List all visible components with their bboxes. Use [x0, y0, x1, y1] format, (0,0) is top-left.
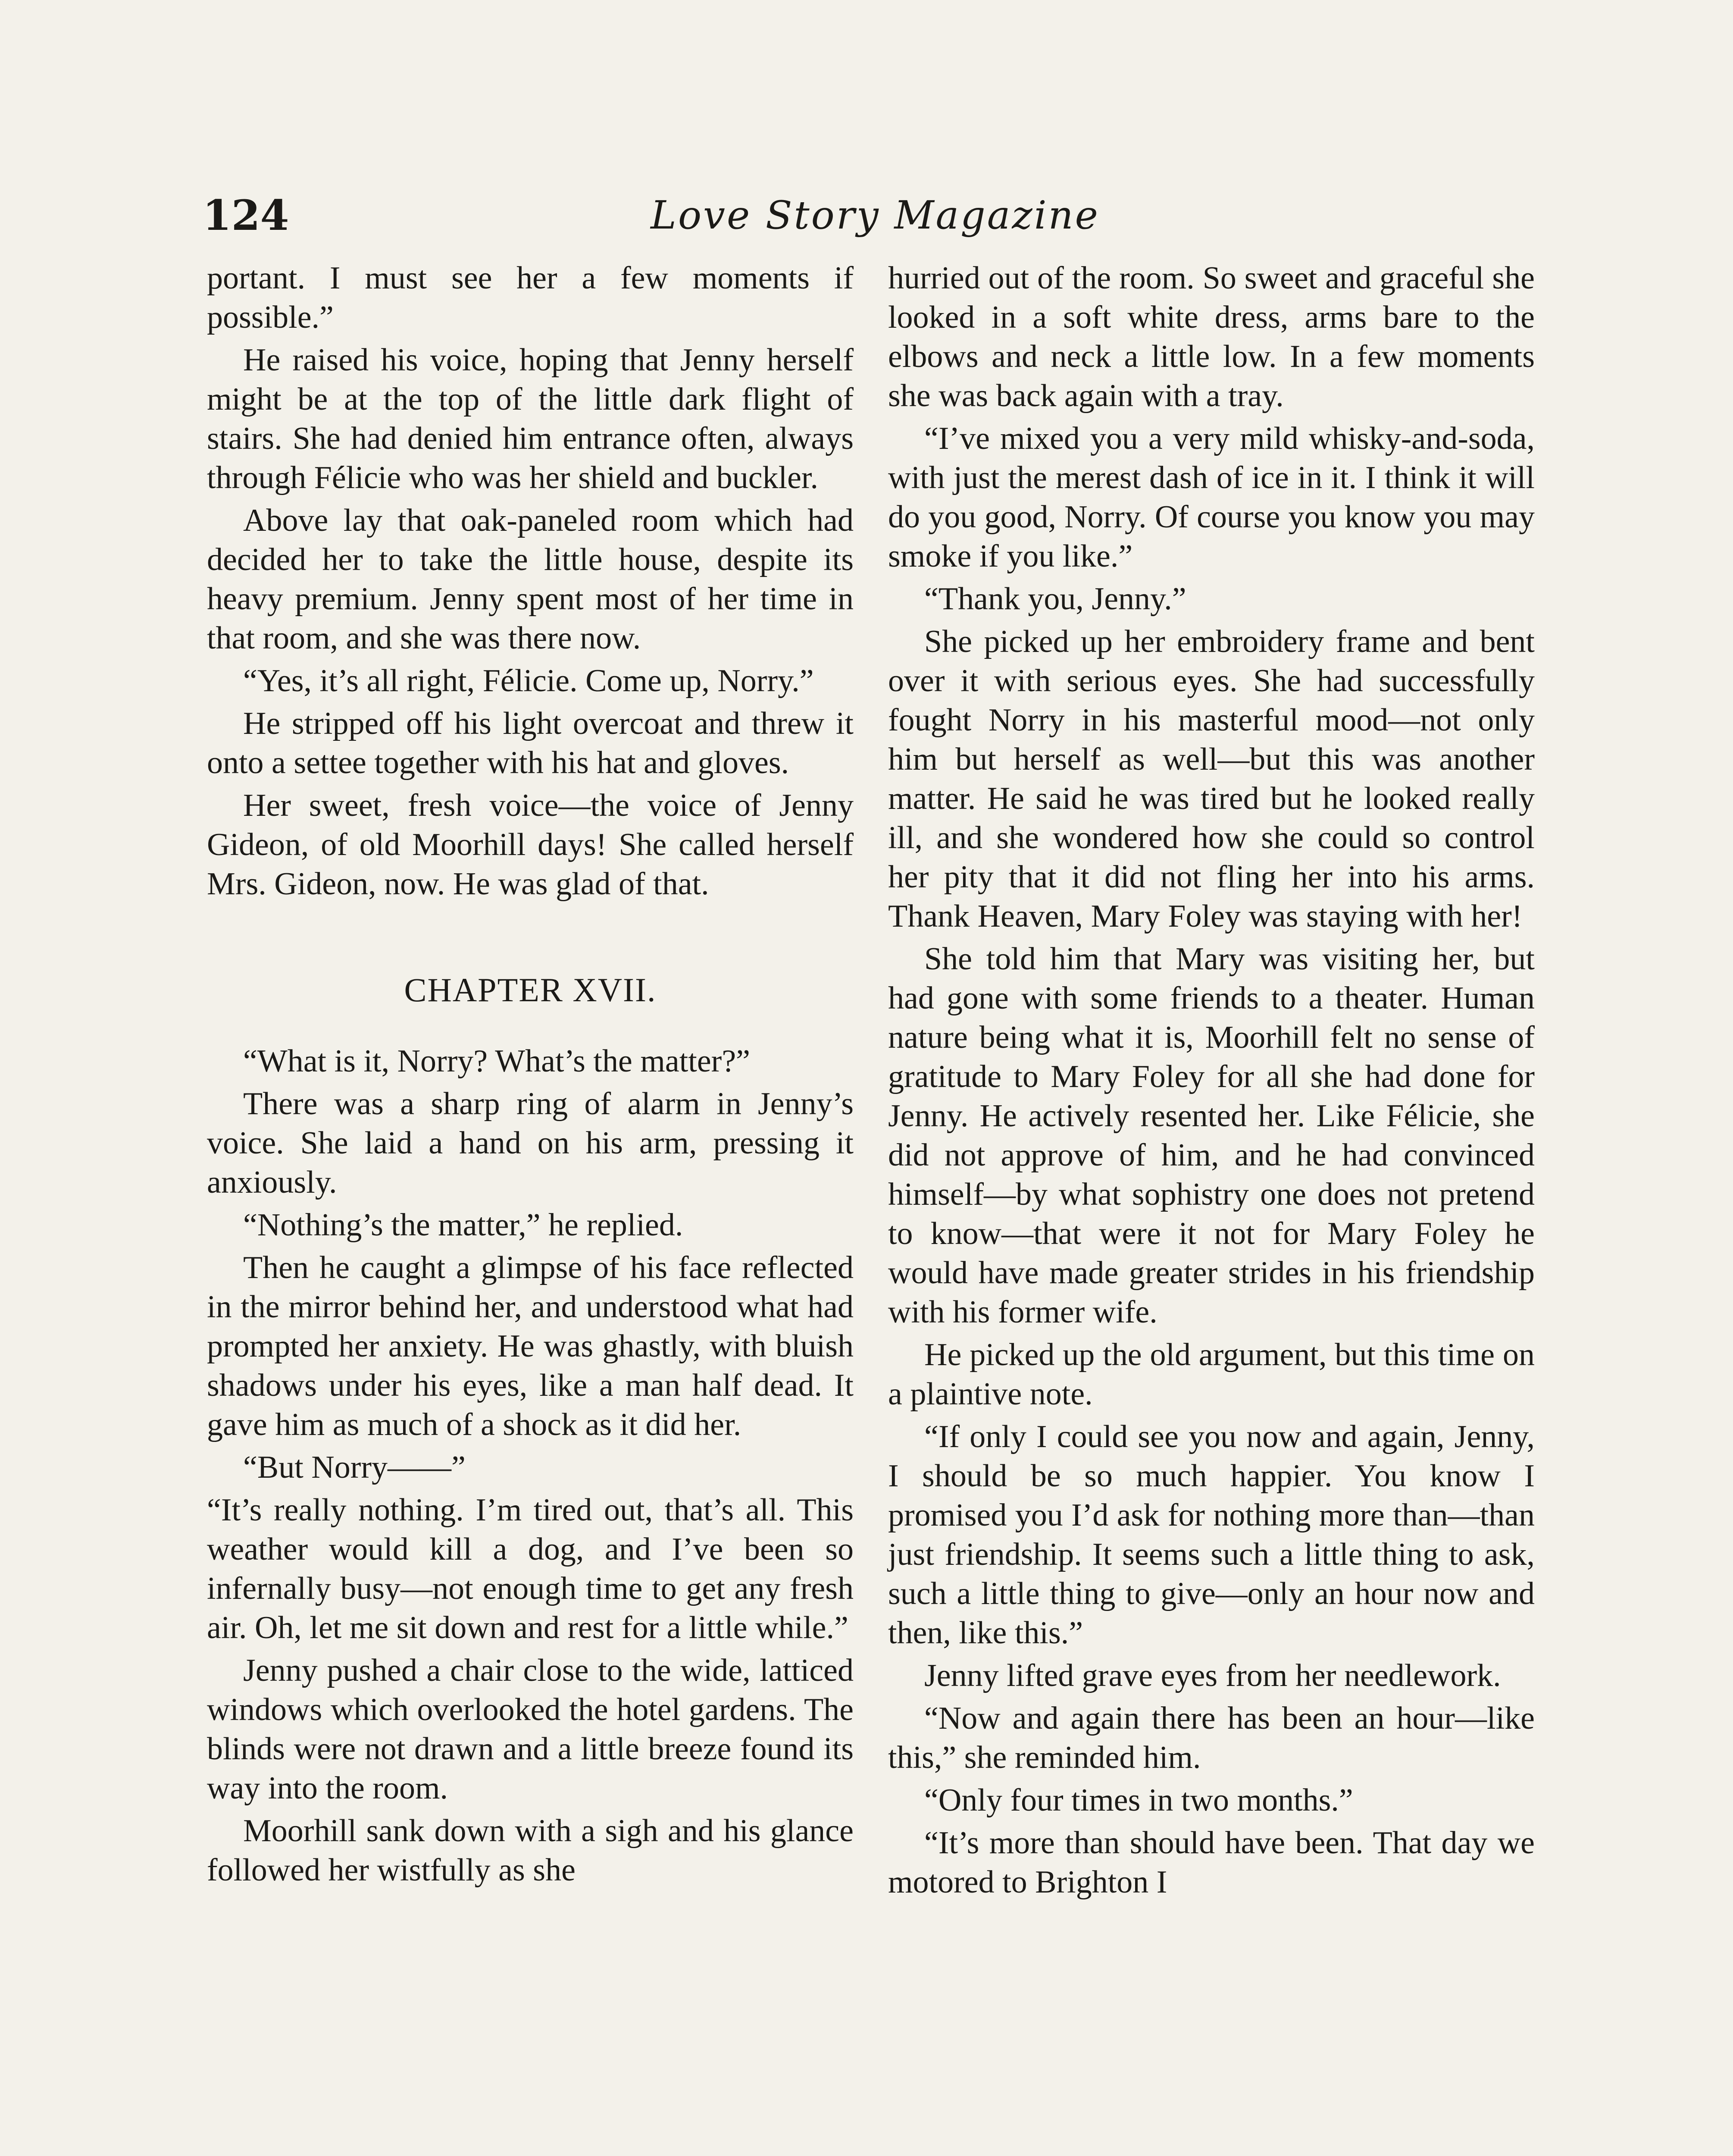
paragraph: There was a sharp ring of alarm in Jenny’s voice. She laid a hand on his arm, pressing it anxiously. [207, 1086, 854, 1200]
paragraph: “It’s really nothing. I’m tired out, that’s all. This weather would kill a dog, and I’ve been so infernally busy—not enough time to get any fresh air. Oh, let me sit down and rest for a little while.” [207, 1492, 854, 1645]
paragraph: Moorhill sank down with a sigh and his glance followed her wistfully as she [207, 1813, 854, 1888]
paragraph: He raised his voice, hoping that Jenny herself might be at the top of the little dark flight of stairs. She had denied him entrance often, always through Félicie who was her shield and buckler. [207, 342, 854, 495]
paragraph: Her sweet, fresh voice—the voice of Jenny Gideon, of old Moorhill days! She called herself Mrs. Gideon, now. He was glad of that. [207, 788, 854, 902]
paragraph: “Nothing’s the matter,” he replied. [243, 1207, 683, 1243]
paragraph: “What is it, Norry? What’s the matter?” [243, 1044, 751, 1079]
paragraph: “Now and again there has been an hour—like this,” she reminded him. [888, 1701, 1535, 1775]
paragraph: portant. I must see her a few moments if possible.” [207, 260, 854, 335]
page-header [203, 181, 1548, 250]
page-number: 124 [203, 191, 289, 240]
paragraph: She told him that Mary was visiting her, but had gone with some friends to a theater. Human nature being what it is, Moorhill felt no sense of gratitude to Mary Foley for all she had done for Jenny. He actively resented her. Like Félicie, she did not approve of him, and he had convinced himself—by what sophistry one does not pretend to know—that were it not for Mary Foley he would have made greater strides in his friendship with his former wife. [888, 941, 1535, 1330]
paragraph: She picked up her embroidery frame and bent over it with serious eyes. She had successfully fought Norry in his masterful mood—not only him but herself as well—but this was another matter. He said he was tired but he looked really ill, and she wondered how she could so control her pity that it did not fling her into his arms. Thank Heaven, Mary Foley was staying with her! [888, 624, 1535, 934]
paragraph: “Thank you, Jenny.” [924, 581, 1186, 617]
paragraph: “It’s more than should have been. That day we motored to Brighton I [888, 1825, 1535, 1900]
paragraph: “Yes, it’s all right, Félicie. Come up, Norry.” [243, 663, 814, 699]
paragraph: “Only four times in two months.” [924, 1783, 1353, 1818]
left-column [207, 259, 854, 1893]
paragraph: “But Norry——” [243, 1450, 466, 1485]
paragraph: Jenny pushed a chair close to the wide, latticed windows which overlooked the hotel gardens. The blinds were not drawn and a little breeze found its way into the room. [207, 1653, 854, 1806]
paragraph: “If only I could see you now and again, Jenny, I should be so much happier. You know I promised you I’d ask for nothing more than—than just friendship. It seems such a little thing to ask, such a little thing to give—only an hour now and then, like this.” [888, 1419, 1535, 1651]
paragraph: He picked up the old argument, but this time on a plaintive note. [888, 1337, 1535, 1412]
magazine-title: Love Story Magazine [651, 193, 1100, 238]
paragraph: hurried out of the room. So sweet and graceful she looked in a soft white dress, arms bare to the elbows and neck a little low. In a few moments she was back again with a tray. [888, 260, 1535, 414]
paragraph: He stripped off his light overcoat and threw it onto a settee together with his hat and gloves. [207, 706, 854, 780]
chapter-heading: CHAPTER XVII. [404, 971, 657, 1009]
right-column [888, 259, 1535, 1905]
paragraph: Above lay that oak-paneled room which had decided her to take the little house, despite its heavy premium. Jenny spent most of her time in that room, and she was there now. [207, 503, 854, 656]
paragraph: Then he caught a glimpse of his face reflected in the mirror behind her, and understood what had prompted her anxiety. He was ghastly, with bluish shadows under his eyes, like a man half dead. It gave him as much of a shock as it did her. [207, 1250, 854, 1442]
paragraph: “I’ve mixed you a very mild whisky-and-soda, with just the merest dash of ice in it. I think it will do you good, Norry. Of course you know you may smoke if you like.” [888, 421, 1535, 574]
paragraph: Jenny lifted grave eyes from her needlework. [924, 1658, 1501, 1693]
